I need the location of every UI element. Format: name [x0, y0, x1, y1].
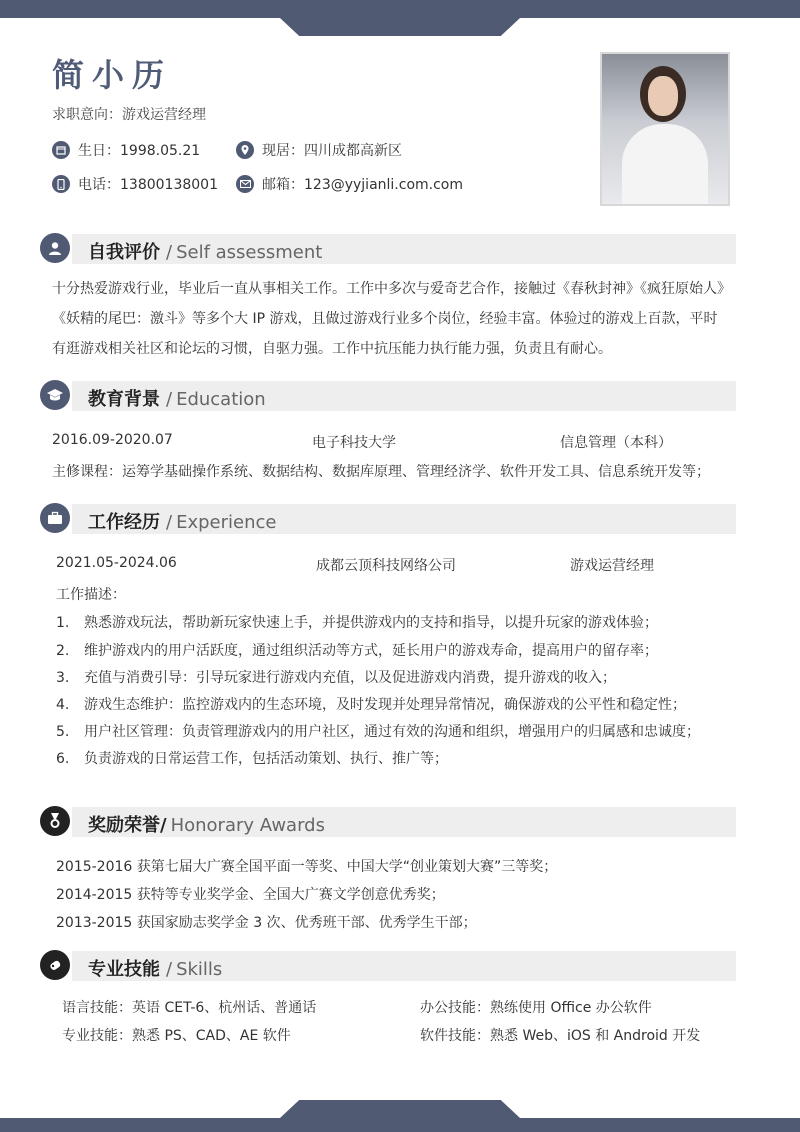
work-desc-label: 工作描述： — [56, 587, 126, 603]
education-major: 信息管理（本科） — [560, 435, 672, 451]
award-item: 2013-2015 获国家励志奖学金 3 次、优秀班干部、优秀学生干部； — [56, 915, 477, 931]
bottom-bar — [0, 1118, 800, 1132]
section-title: 教育背景 / Education — [88, 389, 266, 410]
skill-office: 办公技能：熟练使用 Office 办公软件 — [420, 1000, 652, 1016]
phone-info — [52, 174, 218, 194]
section-title: 专业技能 / Skills — [88, 959, 223, 980]
self-line: 有逛游戏相关社区和论坛的习惯，自驱力强。工作中抗压能力执行能力强，负责且有耐心。 — [52, 341, 612, 357]
user-icon — [40, 233, 70, 263]
education-section — [40, 381, 740, 411]
self-line: 十分热爱游戏行业，毕业后一直从事相关工作。工作中多次与爱奇艺合作，接触过《春秋封神》《疯狂原始人》 — [52, 281, 731, 297]
briefcase-icon — [40, 503, 70, 533]
birth-text: 生日：1998.05.21 — [78, 143, 201, 159]
list-item: 3. 充值与消费引导：引导玩家进行游戏内充值，以及促进游戏内消费，提升游戏的收入； — [56, 670, 616, 686]
section-title: 自我评价 / Self assessment — [88, 242, 323, 263]
skill-software: 软件技能：熟悉 Web、iOS 和 Android 开发 — [420, 1028, 701, 1044]
location-info — [236, 140, 402, 160]
section-title: 工作经历 / Experience — [88, 512, 277, 533]
education-period: 2016.09-2020.07 — [52, 432, 173, 448]
self-line: 《妖精的尾巴：激斗》等多个大 IP 游戏，且做过游戏行业多个岗位，经验丰富。体验过的游戏上百款，平时 — [52, 311, 718, 327]
self-assessment-section — [40, 234, 740, 264]
award-item: 2015-2016 获第七届大广赛全国平面一等奖、中国大学“创业策划大赛”三等奖； — [56, 859, 558, 875]
job-intent: 求职意向：游戏运营经理 — [52, 107, 206, 123]
skills-section — [40, 951, 740, 981]
calendar-icon — [52, 141, 70, 159]
phone-icon — [52, 175, 70, 193]
education-school: 电子科技大学 — [312, 435, 396, 451]
education-courses: 主修课程：运筹学基础操作系统、数据结构、数据库原理、管理经济学、软件开发工具、信息系统开发等； — [52, 464, 710, 480]
email-info — [236, 174, 463, 194]
work-company: 成都云顶科技网络公司 — [316, 558, 456, 574]
resume-name: 简小历 — [52, 56, 173, 94]
list-item: 2. 维护游戏内的用户活跃度，通过组织活动等方式，延长用户的游戏寿命，提高用户的留存率； — [56, 643, 658, 659]
top-bar — [0, 0, 800, 18]
list-item: 4. 游戏生态维护：监控游戏内的生态环境，及时发现并处理异常情况，确保游戏的公平性和稳定性； — [56, 697, 686, 713]
bottom-tab-decoration — [280, 1100, 520, 1118]
skill-professional: 专业技能：熟悉 PS、CAD、AE 软件 — [62, 1028, 291, 1044]
work-period: 2021.05-2024.06 — [56, 555, 177, 571]
graduation-cap-icon — [40, 380, 70, 410]
medal-icon — [40, 806, 70, 836]
list-item: 1. 熟悉游戏玩法，帮助新玩家快速上手，并提供游戏内的支持和指导，以提升玩家的游戏体验； — [56, 615, 658, 631]
section-title: 奖励荣誉/ Honorary Awards — [88, 815, 325, 836]
location-text: 现居：四川成都高新区 — [262, 143, 402, 159]
award-item: 2014-2015 获特等专业奖学金、全国大广赛文学创意优秀奖； — [56, 887, 445, 903]
list-item: 5. 用户社区管理：负责管理游戏内的用户社区，通过有效的沟通和组织，增强用户的归属感和忠诚度； — [56, 724, 700, 740]
photo-face-shape — [648, 76, 678, 116]
experience-section — [40, 504, 740, 534]
self-assessment-text — [52, 274, 732, 364]
skill-tool-icon — [40, 950, 70, 980]
email-icon — [236, 175, 254, 193]
top-tab-decoration — [280, 18, 520, 36]
list-item: 6. 负责游戏的日常运营工作，包括活动策划、执行、推广等； — [56, 751, 448, 767]
skill-language: 语言技能：英语 CET-6、杭州话、普通话 — [62, 1000, 317, 1016]
location-pin-icon — [236, 141, 254, 159]
photo-body-shape — [622, 124, 708, 206]
phone-text: 电话：13800138001 — [78, 177, 218, 193]
awards-section — [40, 807, 740, 837]
work-role: 游戏运营经理 — [570, 558, 654, 574]
birth-info — [52, 140, 200, 160]
email-text: 邮箱：123@yyjianli.com.com — [262, 177, 464, 193]
profile-photo — [600, 52, 730, 206]
